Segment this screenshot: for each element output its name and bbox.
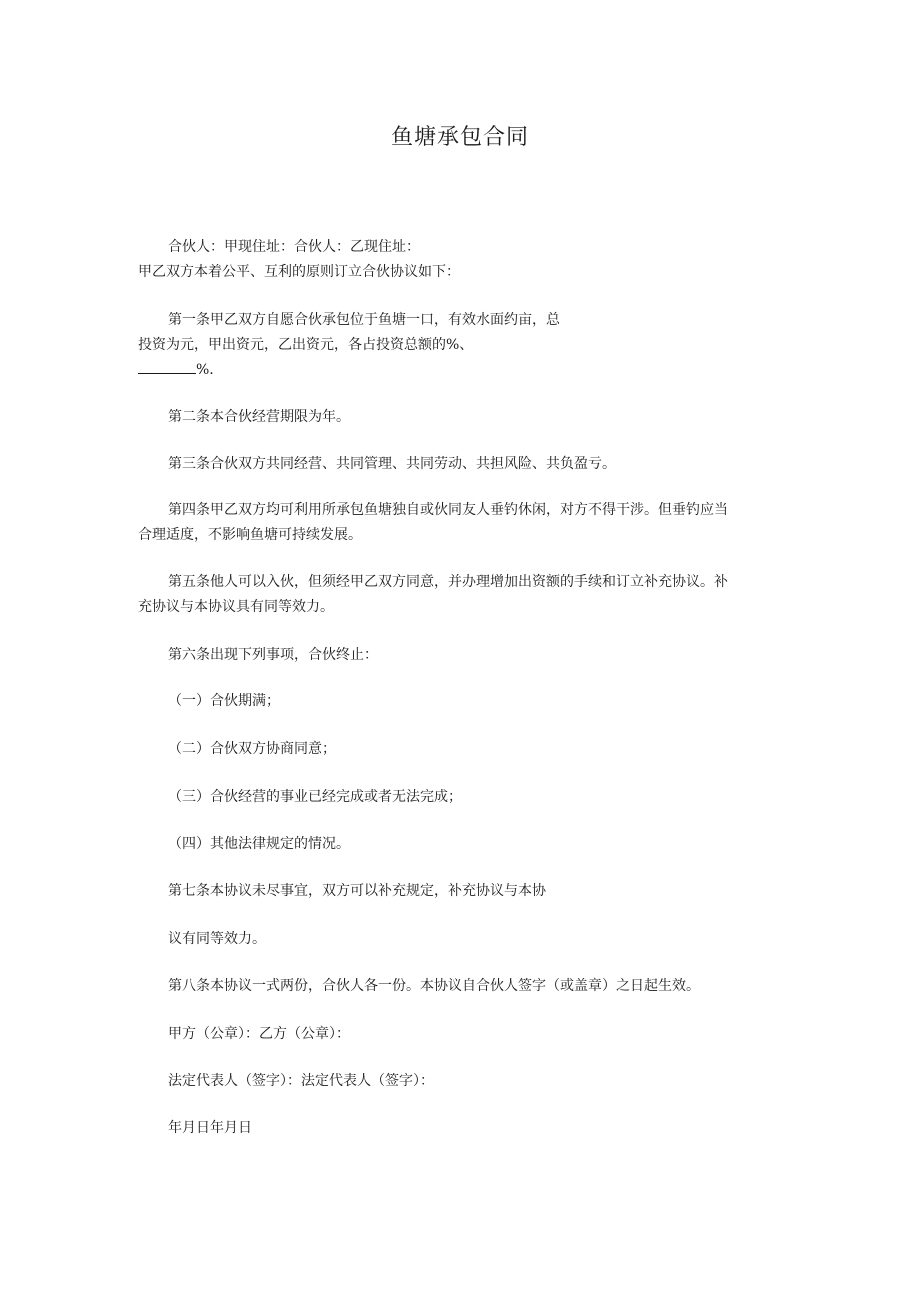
date-line: 年月日年月日: [168, 1120, 252, 1136]
article-1-line-2: 投资为元，甲出资元，乙出资元，各占投资总额的%、: [138, 337, 474, 353]
article-7-line-2: 议有同等效力。: [168, 931, 266, 947]
partners-address-line: 合伙人：甲现住址：合伙人：乙现住址：: [168, 239, 420, 255]
agreement-intro-line: 甲乙双方本着公平、互利的原则订立合伙协议如下：: [138, 264, 460, 280]
termination-item-2: （二）合伙双方协商同意；: [168, 741, 336, 757]
article-4-line-2: 合理适度，不影响鱼塘可持续发展。: [138, 527, 362, 543]
termination-item-1: （一）合伙期满；: [168, 693, 280, 709]
article-5-line-2: 充协议与本协议具有同等效力。: [138, 599, 334, 615]
percent-sign: %.: [196, 362, 214, 378]
article-7-line-1: 第七条本协议未尽事宜，双方可以补充规定，补充协议与本协: [168, 883, 546, 899]
article-1-line-1: 第一条甲乙双方自愿合伙承包位于鱼塘一口，有效水面约亩，总: [168, 312, 560, 328]
article-3: 第三条合伙双方共同经营、共同管理、共同劳动、共担风险、共负盈亏。: [168, 456, 616, 472]
document-title: 鱼塘承包合同: [390, 125, 529, 150]
party-seal-line: 甲方（公章）：乙方（公章）：: [168, 1026, 350, 1042]
article-4-line-1: 第四条甲乙双方均可利用所承包鱼塘独自或伙同友人垂钓休闲，对方不得干涉。但垂钓应当: [168, 502, 728, 518]
legal-representative-line: 法定代表人（签字）：法定代表人（签字）：: [168, 1073, 434, 1089]
article-8: 第八条本协议一式两份，合伙人各一份。本协议自合伙人签字（或盖章）之日起生效。: [168, 978, 700, 994]
article-5-line-1: 第五条他人可以入伙，但须经甲乙双方同意，并办理增加出资额的手续和订立补充协议。补: [168, 574, 728, 590]
article-2: 第二条本合伙经营期限为年。: [168, 409, 350, 425]
article-6: 第六条出现下列事项，合伙终止：: [168, 647, 378, 663]
article-1-line-3: [138, 360, 214, 380]
termination-item-3: （三）合伙经营的事业已经完成或者无法完成；: [168, 789, 462, 805]
fill-in-blank: [138, 361, 196, 374]
termination-item-4: （四）其他法律规定的情况。: [168, 836, 350, 852]
